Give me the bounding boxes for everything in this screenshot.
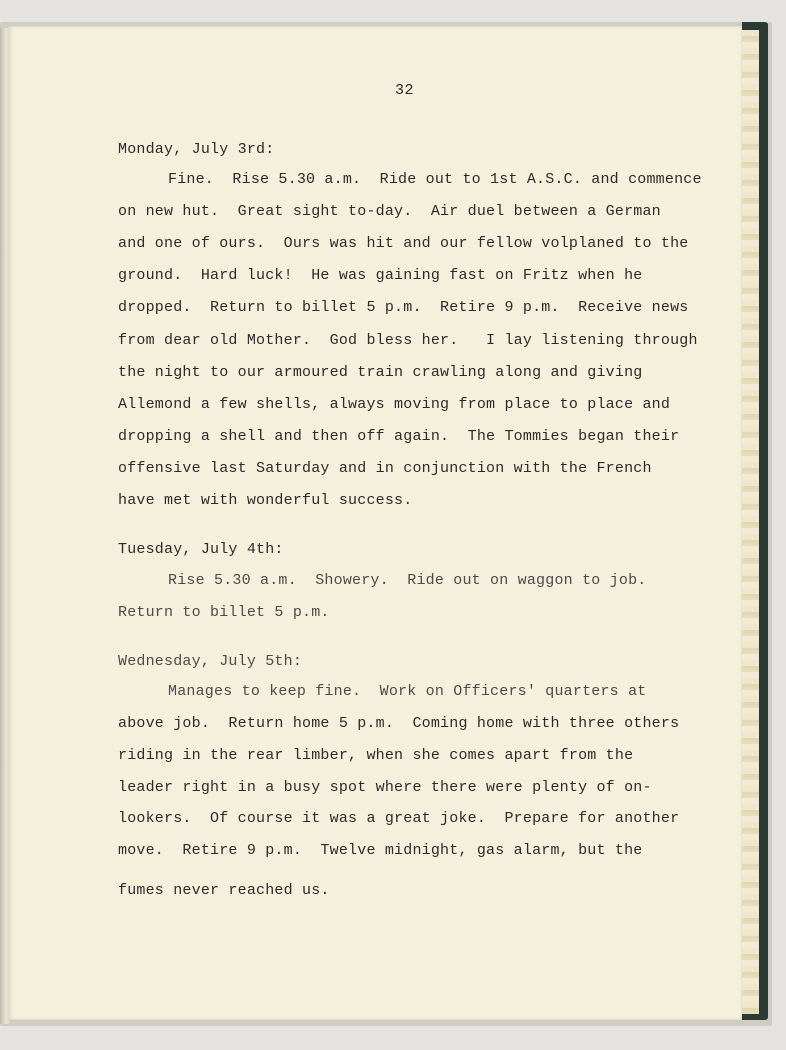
diary-line: leader right in a busy spot where there were plenty of on-	[118, 779, 652, 796]
diary-line: ground. Hard luck! He was gaining fast on Fritz when he	[118, 267, 643, 284]
diary-line: Rise 5.30 a.m. Showery. Ride out on waggon to job.	[168, 572, 647, 589]
diary-line: Return to billet 5 p.m.	[118, 604, 330, 621]
entry-heading-tuesday: Tuesday, July 4th:	[118, 541, 284, 558]
diary-line: move. Retire 9 p.m. Twelve midnight, gas alarm, but the	[118, 842, 643, 859]
diary-line: Fine. Rise 5.30 a.m. Ride out to 1st A.S.C. and commence	[168, 171, 702, 188]
diary-line: and one of ours. Ours was hit and our fellow volplaned to the	[118, 235, 689, 252]
diary-line: offensive last Saturday and in conjunction with the French	[118, 460, 652, 477]
diary-line: on new hut. Great sight to-day. Air duel between a German	[118, 203, 661, 220]
page-fore-edge	[740, 30, 759, 1014]
diary-line: above job. Return home 5 p.m. Coming home with three others	[118, 715, 680, 732]
diary-line: dropped. Return to billet 5 p.m. Retire 9 p.m. Receive news	[118, 299, 689, 316]
diary-line: dropping a shell and then off again. The Tommies began their	[118, 428, 680, 445]
diary-line: have met with wonderful success.	[118, 492, 413, 509]
diary-line: from dear old Mother. God bless her. I lay listening through	[118, 332, 698, 349]
diary-line: lookers. Of course it was a great joke. Prepare for another	[118, 810, 680, 827]
diary-line: the night to our armoured train crawling along and giving	[118, 364, 643, 381]
diary-line: Allemond a few shells, always moving from place to place and	[118, 396, 671, 413]
diary-line: fumes never reached us.	[118, 882, 330, 899]
diary-line: Manages to keep fine. Work on Officers' quarters at	[168, 683, 647, 700]
diary-line: riding in the rear limber, when she comes apart from the	[118, 747, 634, 764]
entry-heading-wednesday: Wednesday, July 5th:	[118, 653, 303, 670]
page-number: 32	[395, 82, 415, 99]
entry-heading-monday: Monday, July 3rd:	[118, 141, 275, 158]
